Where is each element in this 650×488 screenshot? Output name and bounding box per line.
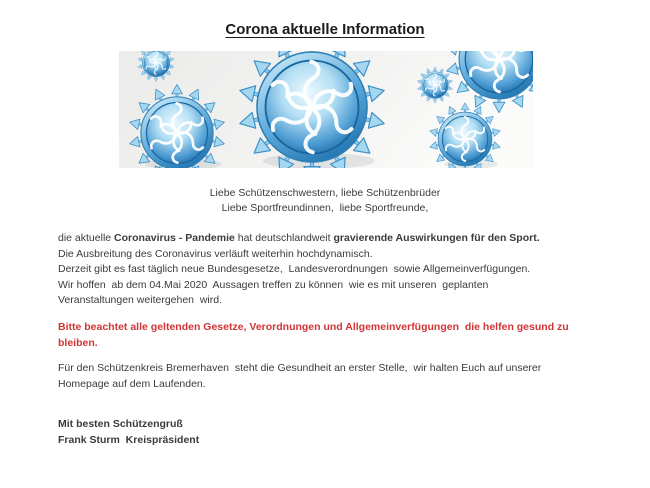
notice-line-1: Bitte beachtet alle geltenden Gesetze, Verordnungen und Allgemeinverfügungen die helfen gesund zu: [58, 321, 569, 333]
red-notice: [58, 320, 569, 351]
body-line: Veranstaltungen weitergehen wird.: [58, 294, 223, 306]
body-line: Wir hoffen ab dem 04.Mai 2020 Aussagen treffen zu können wie es mit unseren geplanten: [58, 278, 489, 291]
paragraph-pandemic-info: [58, 231, 540, 309]
signature-line-2: Frank Sturm Kreispräsident: [58, 433, 200, 446]
body-line: Die Ausbreitung des Coronavirus verläuft weiterhin hochdynamisch.: [58, 247, 373, 260]
body-line: die aktuelle Coronavirus - Pandemie hat deutschlandweit gravierende Auswirkungen für den Sport.: [58, 232, 540, 244]
notice-line-2: bleiben.: [58, 336, 98, 349]
page-title: Corona aktuelle Information: [225, 21, 425, 38]
virus-illustration: [119, 51, 533, 168]
signature-block: [58, 417, 199, 448]
greeting-line-1: Liebe Schützenschwestern, liebe Schützenbrüder: [209, 187, 441, 199]
paragraph-health-info: [58, 361, 541, 392]
body-line: Homepage auf dem Laufenden.: [58, 377, 206, 390]
body-line: Derzeit gibt es fast täglich neue Bundesgesetze, Landesverordnungen sowie Allgemeinverfügungen.: [58, 263, 531, 275]
body-line: Für den Schützenkreis Bremerhaven steht die Gesundheit an erster Stelle, wir halten Euch auf unserer: [58, 362, 542, 374]
greeting-block: [0, 186, 650, 216]
greeting-line-2: Liebe Sportfreundinnen, liebe Sportfreunde,: [221, 202, 429, 214]
coronavirus-banner-image: [119, 51, 533, 168]
signature-line-1: Mit besten Schützengruß: [58, 418, 183, 430]
